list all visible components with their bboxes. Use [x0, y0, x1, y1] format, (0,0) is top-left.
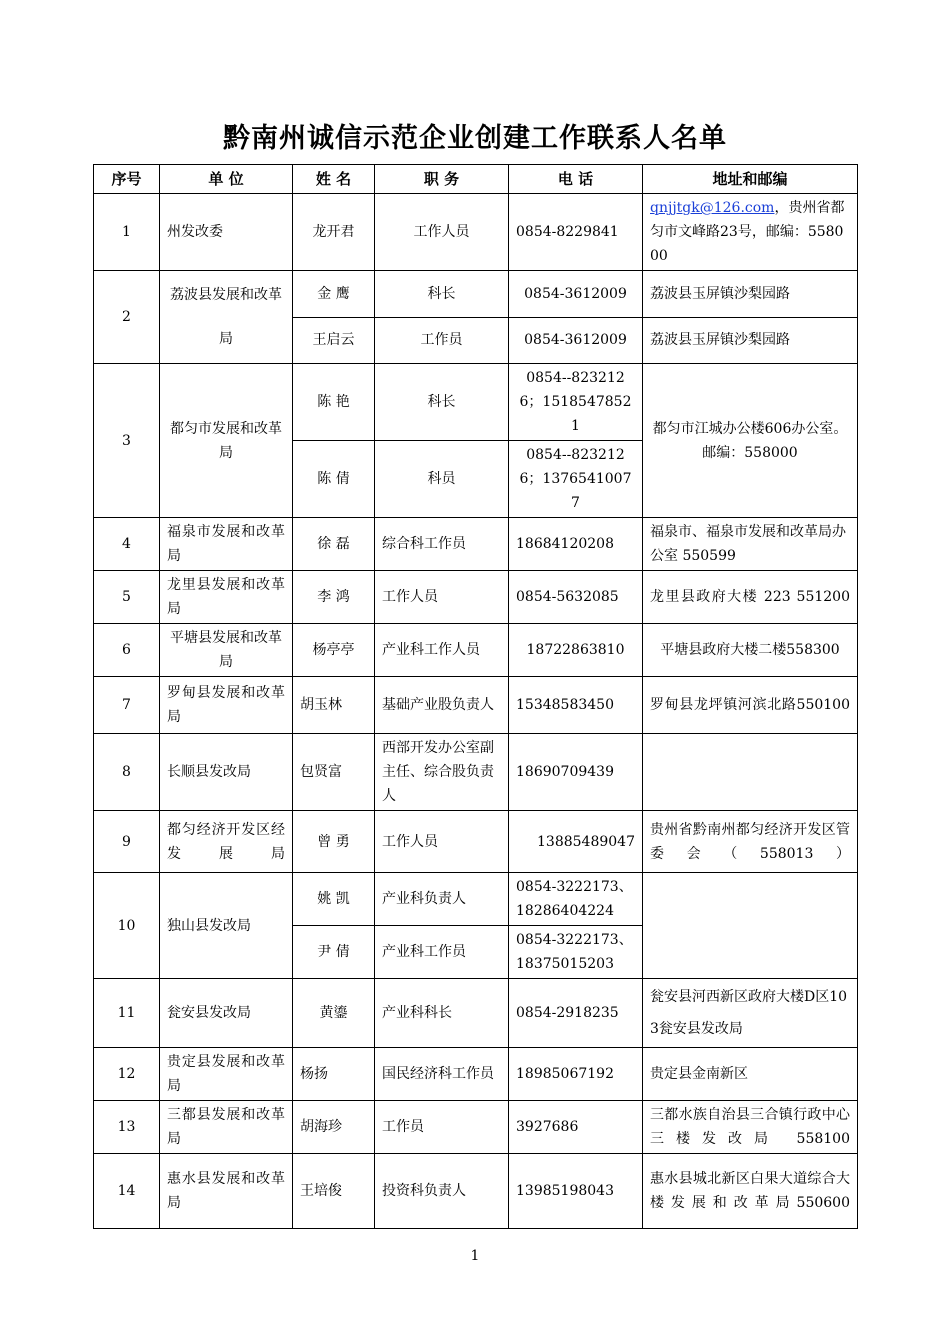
row-position: 工作人员 — [375, 194, 509, 271]
row-address — [643, 734, 858, 811]
row-no: 10 — [94, 873, 160, 979]
row-name: 胡海珍 — [293, 1101, 375, 1154]
row-position: 投资科负责人 — [375, 1154, 509, 1229]
row-unit: 独山县发改局 — [160, 873, 293, 979]
row-name: 黄鎏 — [293, 979, 375, 1048]
row-name: 尹 倩 — [293, 926, 375, 979]
row-no: 7 — [94, 677, 160, 734]
row-position: 科长 — [375, 364, 509, 441]
row-name: 包贤富 — [293, 734, 375, 811]
row-unit: 州发改委 — [160, 194, 293, 271]
row-no: 6 — [94, 624, 160, 677]
table-row — [94, 364, 858, 441]
row-address: 惠水县城北新区白果大道综合大楼发展和改革局550600 — [643, 1154, 858, 1229]
row-phone: 0854-3612009 — [509, 271, 643, 318]
row-position: 工作人员 — [375, 571, 509, 624]
row-position: 产业科工作员 — [375, 926, 509, 979]
row-unit: 荔波县发展和改革局 — [160, 271, 293, 364]
row-phone: 0854-3222173、18375015203 — [509, 926, 643, 979]
row-phone: 3927686 — [509, 1101, 643, 1154]
row-position: 基础产业股负责人 — [375, 677, 509, 734]
row-phone: 18690709439 — [509, 734, 643, 811]
header-phone: 电 话 — [509, 165, 643, 194]
row-address: 三都水族自治县三合镇行政中心三楼发改局 558100 — [643, 1101, 858, 1154]
row-phone: 18684120208 — [509, 518, 643, 571]
row-address: 贵定县金南新区 — [643, 1048, 858, 1101]
header-address: 地址和邮编 — [643, 165, 858, 194]
row-address: 瓮安县河西新区政府大楼D区103瓮安县发改局 — [643, 979, 858, 1048]
row-name: 陈 艳 — [293, 364, 375, 441]
row-phone: 0854--8232126；15185478521 — [509, 364, 643, 441]
row-unit: 都匀经济开发区经发展局 — [160, 811, 293, 873]
row-position: 西部开发办公室副主任、综合股负责人 — [375, 734, 509, 811]
table-row — [94, 873, 858, 926]
header-position: 职 务 — [375, 165, 509, 194]
row-no: 13 — [94, 1101, 160, 1154]
table-row — [94, 194, 858, 271]
page-title: 黔南州诚信示范企业创建工作联系人名单 — [223, 123, 727, 154]
row-no: 3 — [94, 364, 160, 518]
row-unit: 贵定县发展和改革局 — [160, 1048, 293, 1101]
row-no: 9 — [94, 811, 160, 873]
row-name: 龙开君 — [293, 194, 375, 271]
row-no: 14 — [94, 1154, 160, 1229]
email-link[interactable]: qnjjtgk@126.com — [650, 200, 775, 216]
row-address: 罗甸县龙坪镇河滨北路550100 — [643, 677, 858, 734]
page-number: 1 — [470, 1248, 480, 1264]
table-row — [94, 1101, 858, 1154]
row-name: 胡玉林 — [293, 677, 375, 734]
row-name: 王培俊 — [293, 1154, 375, 1229]
row-no: 1 — [94, 194, 160, 271]
row-name: 陈 倩 — [293, 441, 375, 518]
table-row — [94, 271, 858, 318]
row-phone: 0854-8229841 — [509, 194, 643, 271]
table-row — [94, 571, 858, 624]
row-address — [643, 873, 858, 979]
row-name: 李 鸿 — [293, 571, 375, 624]
row-unit: 惠水县发展和改革局 — [160, 1154, 293, 1229]
contact-table — [93, 164, 858, 1229]
row-no: 4 — [94, 518, 160, 571]
row-position: 科长 — [375, 271, 509, 318]
row-address: 福泉市、福泉市发展和改革局办公室 550599 — [643, 518, 858, 571]
row-phone: 13985198043 — [509, 1154, 643, 1229]
row-phone: 0854-3222173、18286404224 — [509, 873, 643, 926]
row-phone: 18985067192 — [509, 1048, 643, 1101]
row-unit: 罗甸县发展和改革局 — [160, 677, 293, 734]
table-row — [94, 677, 858, 734]
row-no: 11 — [94, 979, 160, 1048]
row-phone: 0854-2918235 — [509, 979, 643, 1048]
row-address: 龙里县政府大楼 223 551200 — [643, 571, 858, 624]
row-address: 贵州省黔南州都匀经济开发区管委会（558013） — [643, 811, 858, 873]
row-address: 都匀市江城办公楼606办公室。邮编：558000 — [643, 364, 858, 518]
row-no: 5 — [94, 571, 160, 624]
row-name: 杨亭亭 — [293, 624, 375, 677]
header-name: 姓 名 — [293, 165, 375, 194]
row-name: 王启云 — [293, 317, 375, 364]
row-no: 12 — [94, 1048, 160, 1101]
row-position: 工作人员 — [375, 811, 509, 873]
row-no: 2 — [94, 271, 160, 364]
table-row — [94, 734, 858, 811]
row-unit: 都匀市发展和改革局 — [160, 364, 293, 518]
row-unit: 龙里县发展和改革局 — [160, 571, 293, 624]
address-text: ，贵州省都匀市文峰路23号，邮编：558000 — [650, 200, 845, 264]
row-position: 工作员 — [375, 1101, 509, 1154]
row-position: 产业科负责人 — [375, 873, 509, 926]
header-unit: 单 位 — [160, 165, 293, 194]
row-address: 荔波县玉屏镇沙梨园路 — [643, 271, 858, 318]
row-phone: 15348583450 — [509, 677, 643, 734]
row-position: 科员 — [375, 441, 509, 518]
row-no: 8 — [94, 734, 160, 811]
header-no: 序号 — [94, 165, 160, 194]
table-row — [94, 979, 858, 1048]
row-name: 金 鹰 — [293, 271, 375, 318]
row-position: 产业科工作人员 — [375, 624, 509, 677]
row-phone: 13885489047 — [509, 811, 643, 873]
row-unit: 瓮安县发改局 — [160, 979, 293, 1048]
row-position: 国民经济科工作员 — [375, 1048, 509, 1101]
row-name: 姚 凯 — [293, 873, 375, 926]
row-phone: 0854-5632085 — [509, 571, 643, 624]
row-phone: 18722863810 — [509, 624, 643, 677]
row-name: 徐 磊 — [293, 518, 375, 571]
row-address — [643, 194, 858, 271]
row-phone: 0854-3612009 — [509, 317, 643, 364]
row-unit: 三都县发展和改革局 — [160, 1101, 293, 1154]
row-unit: 平塘县发展和改革局 — [160, 624, 293, 677]
table-row — [94, 1154, 858, 1229]
row-position: 工作员 — [375, 317, 509, 364]
table-row — [94, 624, 858, 677]
row-unit: 长顺县发改局 — [160, 734, 293, 811]
row-address: 荔波县玉屏镇沙梨园路 — [643, 317, 858, 364]
table-row — [94, 1048, 858, 1101]
table-row — [94, 518, 858, 571]
row-name: 曾 勇 — [293, 811, 375, 873]
table-row — [94, 811, 858, 873]
table-header-row — [94, 165, 858, 194]
row-name: 杨扬 — [293, 1048, 375, 1101]
row-phone: 0854--8232126；13765410077 — [509, 441, 643, 518]
row-position: 产业科科长 — [375, 979, 509, 1048]
row-unit: 福泉市发展和改革局 — [160, 518, 293, 571]
row-position: 综合科工作员 — [375, 518, 509, 571]
row-address: 平塘县政府大楼二楼558300 — [643, 624, 858, 677]
